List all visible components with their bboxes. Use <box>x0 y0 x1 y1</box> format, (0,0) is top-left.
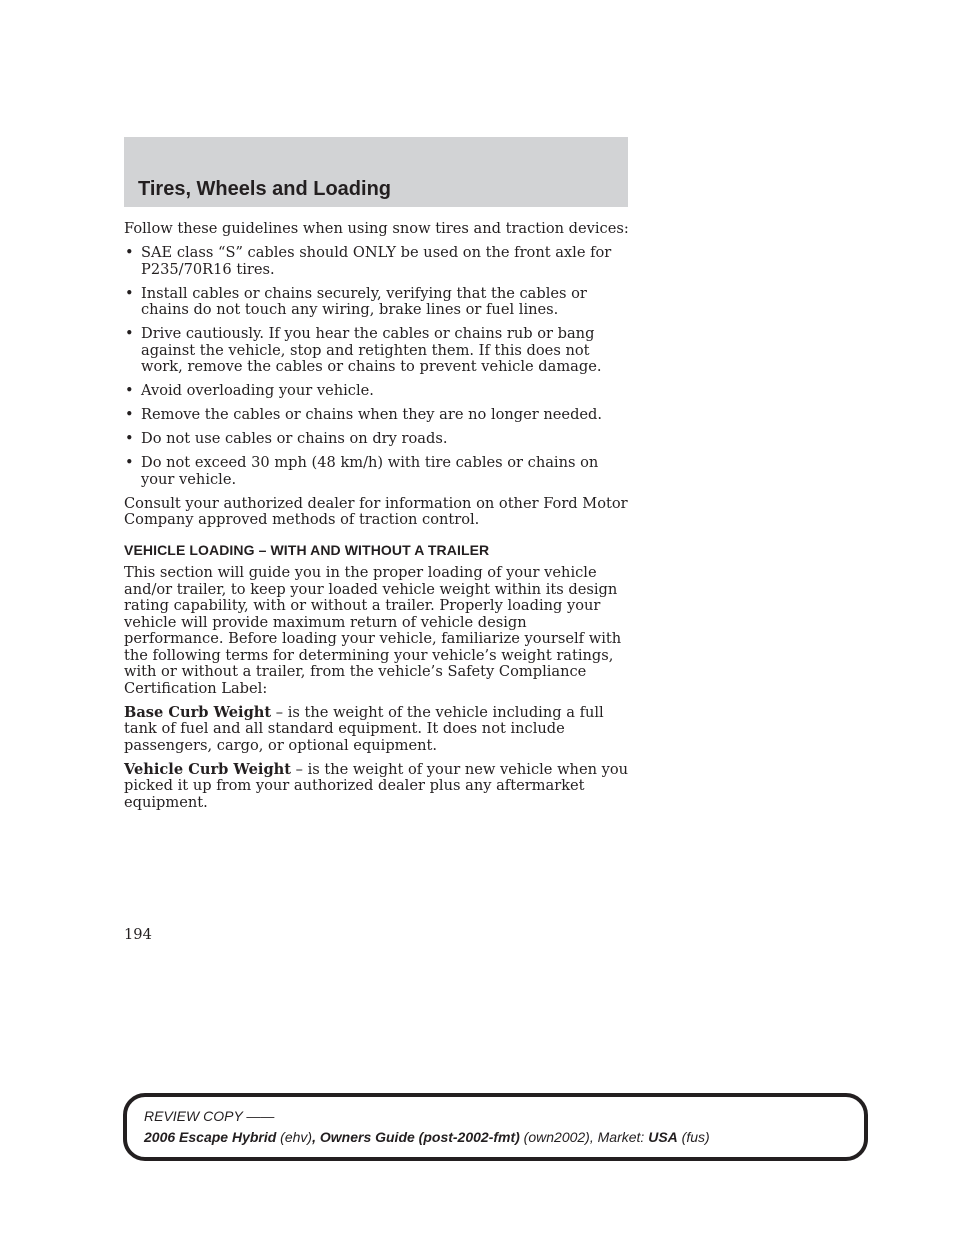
review-guide-code: (own2002) <box>519 1129 590 1145</box>
list-item <box>124 455 630 488</box>
list-item <box>124 431 630 448</box>
page-number: 194 <box>124 926 152 943</box>
review-model-code: (ehv) <box>276 1129 313 1145</box>
review-copy-label: REVIEW COPY —— <box>144 1108 275 1124</box>
list-item <box>124 407 630 424</box>
list-item <box>124 286 630 319</box>
page-title: Tires, Wheels and Loading <box>138 178 392 200</box>
section-body-paragraph: This section will guide you in the proper loading of your vehicle and/or trailer, to keep your loaded vehicle weight within its design rating capability, with or without a trailer. Properly loading your vehicle will provide maximum return of vehicle design performance. Before loading your vehicle, familiarize yourself with the following terms for determining your vehicle’s weight ratings, with or without a trailer, from the vehicle’s Safety Compliance Certification Label: <box>124 564 622 697</box>
review-market: USA <box>648 1129 678 1145</box>
bullet-icon: • <box>125 325 134 342</box>
section-heading: VEHICLE LOADING – WITH AND WITHOUT A TRAILER <box>124 541 490 558</box>
intro-paragraph: Follow these guidelines when using snow tires and traction devices: <box>124 220 629 237</box>
bullet-icon: • <box>125 244 134 261</box>
bullet-icon: • <box>125 382 134 399</box>
review-market-label: , Market: <box>589 1129 649 1145</box>
list-item-text: Do not use cables or chains on dry roads. <box>141 430 448 447</box>
section-header-bar <box>124 137 628 207</box>
list-item <box>124 383 630 400</box>
list-item-text: Do not exceed 30 mph (48 km/h) with tire cables or chains on your vehicle. <box>141 454 599 488</box>
list-item-text: SAE class “S” cables should ONLY be used on the front axle for P235/70R16 tires. <box>141 244 612 278</box>
consult-paragraph: Consult your authorized dealer for information on other Ford Motor Company approved methods of traction control. <box>124 494 628 528</box>
bullet-icon: • <box>125 284 134 302</box>
bullet-icon: • <box>125 454 134 471</box>
review-separator: , <box>312 1129 320 1145</box>
list-item-text: Remove the cables or chains when they are no longer needed. <box>141 406 603 423</box>
list-item <box>124 326 630 376</box>
definition-text: – is the weight of the vehicle including a full tank of fuel and all standard equipment. It does not include passengers, cargo, or optional equipment. <box>124 703 604 754</box>
list-item-text: Avoid overloading your vehicle. <box>141 382 374 399</box>
review-copy-details <box>144 1129 710 1145</box>
review-model: 2006 Escape Hybrid <box>144 1129 277 1145</box>
definition-term: Base Curb Weight <box>124 703 272 721</box>
review-market-code: (fus) <box>677 1129 710 1145</box>
review-guide: Owners Guide (post-2002-fmt) <box>319 1129 520 1145</box>
list-item-text: Drive cautiously. If you hear the cables or chains rub or bang against the vehicle, stop and retighten them. If this does not work, remove the cables or chains to prevent vehicle damage. <box>141 325 602 375</box>
guidelines-list <box>124 245 630 488</box>
bullet-icon: • <box>125 406 134 423</box>
definition-base-curb-weight <box>124 705 630 755</box>
definition-text: – is the weight of your new vehicle when you picked it up from your authorized dealer plus any aftermarket equipment. <box>124 760 629 811</box>
list-item <box>124 245 630 278</box>
list-item-text: Install cables or chains securely, verifying that the cables or chains do not touch any wiring, brake lines or fuel lines. <box>141 284 587 318</box>
page-content <box>124 221 630 819</box>
review-copy-box <box>123 1093 868 1161</box>
definition-vehicle-curb-weight <box>124 762 630 812</box>
definition-term: Vehicle Curb Weight <box>124 760 292 778</box>
bullet-icon: • <box>125 430 134 447</box>
